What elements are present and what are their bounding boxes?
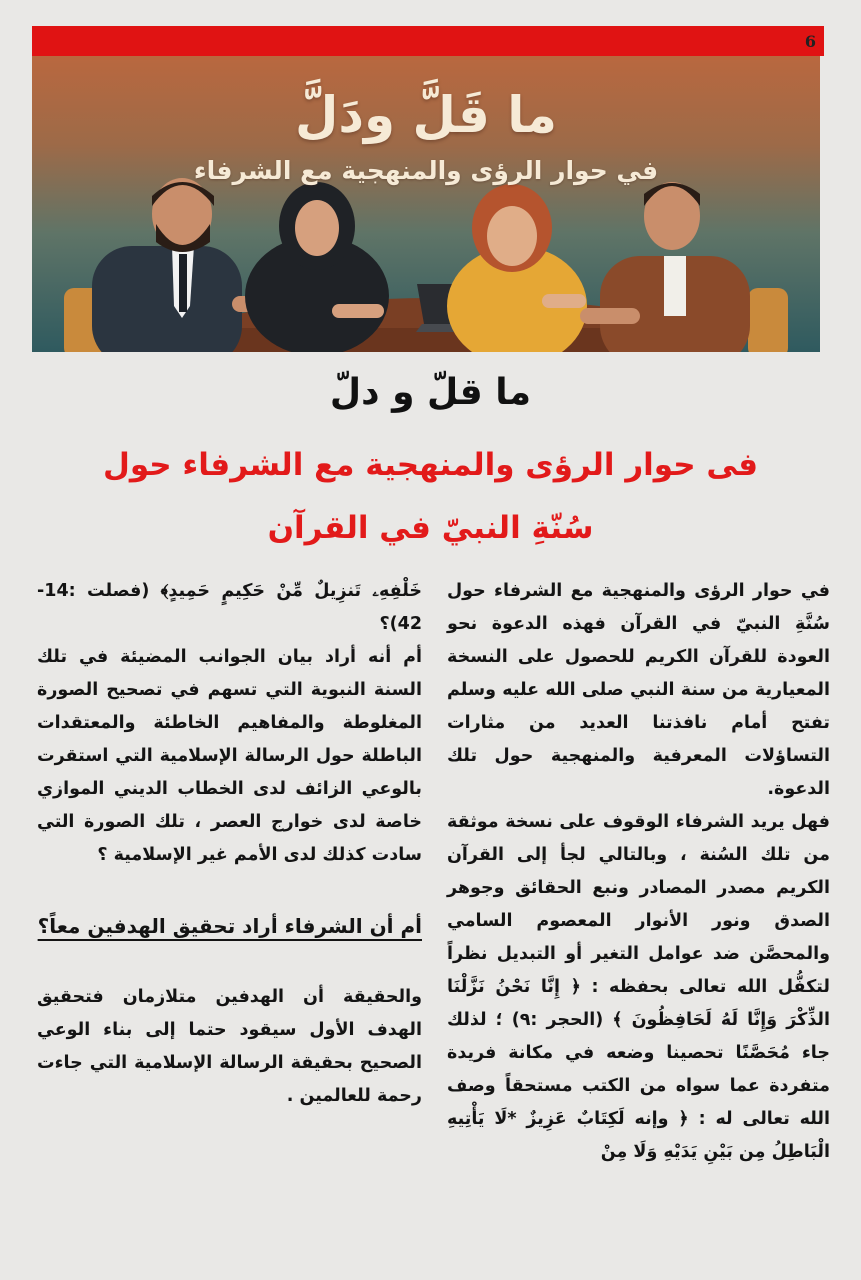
paragraph: فهل يريد الشرفاء الوقوف على نسخة موثقة من تلك السُنة ، وبالتالي لجأ إلى القرآن الكريم مصدر المصادر ونبع الحقائق وجوهر الصدق ونور الأنوار المعصوم السامي والمحصَّن ضد عوامل التغير أو التبديل نظراً لتكفُّل الله تعالى بحفظه : ﴿ إِنَّا نَحْنُ نَزَّلْنَا الذِّكْرَ وَإِنَّا لَهُ لَحَافِظُونَ ﴾ (الحجر :٩) ؛ لذلك جاء مُحَصَّنًا تحصينا وضعه في مكانة فريدة متفردة عما سواه من الكتب مستحقاً وصف الله تعالى له : ﴿ وإنه لَكِتَابٌ عَزِيزٌ *لَا يَأْتِيهِ الْبَاطِلُ مِن بَيْنِ يَدَيْهِ وَلَا مِنْ xyxy=(447,812,830,1162)
paragraph: والحقيقة أن الهدفين متلازمان فتحقيق الهدف الأول سيقود حتما إلى بناء الوعي الصحيح بحقيقة الرسالة الإسلامية التي جاءت رحمة للعالمين . xyxy=(37,987,422,1106)
banner-subtitle: في حوار الرؤى والمنهجية مع الشرفاء xyxy=(193,156,659,185)
page-number: 6 xyxy=(804,32,816,51)
paragraph: خَلْفِهِۦ تَنزِيلٌ مِّنْ حَكِيمٍ حَمِيدٍ﴾ (فصلت :14-42)؟ xyxy=(37,581,422,634)
banner-title: ما قَلَّ ودَلَّ xyxy=(294,86,558,144)
question-heading: أم أن الشرفاء أراد تحقيق الهدفين معاً؟ xyxy=(37,914,422,938)
top-red-bar xyxy=(32,26,824,56)
article-title: ما قلّ و دلّ xyxy=(329,372,532,413)
article-subtitle-line2: سُنّةِ النبيّ في القرآن xyxy=(267,510,594,546)
banner-illustration xyxy=(32,56,820,352)
left-text-column xyxy=(37,575,422,1113)
article-subtitle-line1: فى حوار الرؤى والمنهجية مع الشرفاء حول xyxy=(102,447,759,483)
paragraph: في حوار الرؤى والمنهجية مع الشرفاء حول سُنَّةِ النبيّ في القرآن فهذه الدعوة نحو العودة للقرآن الكريم للحصول على النسخة المعيارية من سنة النبي صلى الله عليه وسلم تفتح أمام نافذتنا العديد من مثارات التساؤلات المعرفية والمنهجية حول تلك الدعوة. xyxy=(447,581,830,799)
right-text-column xyxy=(447,575,830,1169)
paragraph: أم أنه أراد بيان الجوانب المضيئة في تلك السنة النبوية التي تسهم في تصحيح الصورة المغلوطة والمفاهيم الخاطئة والمعتقدات الباطلة حول الرسالة الإسلامية التي استقرت بالوعي الزائف لدى الخطاب الديني الموازي خاصة لدى خوارج العصر ، تلك الصورة التي سادت كذلك لدى الأمم غير الإسلامية ؟ xyxy=(37,647,422,865)
